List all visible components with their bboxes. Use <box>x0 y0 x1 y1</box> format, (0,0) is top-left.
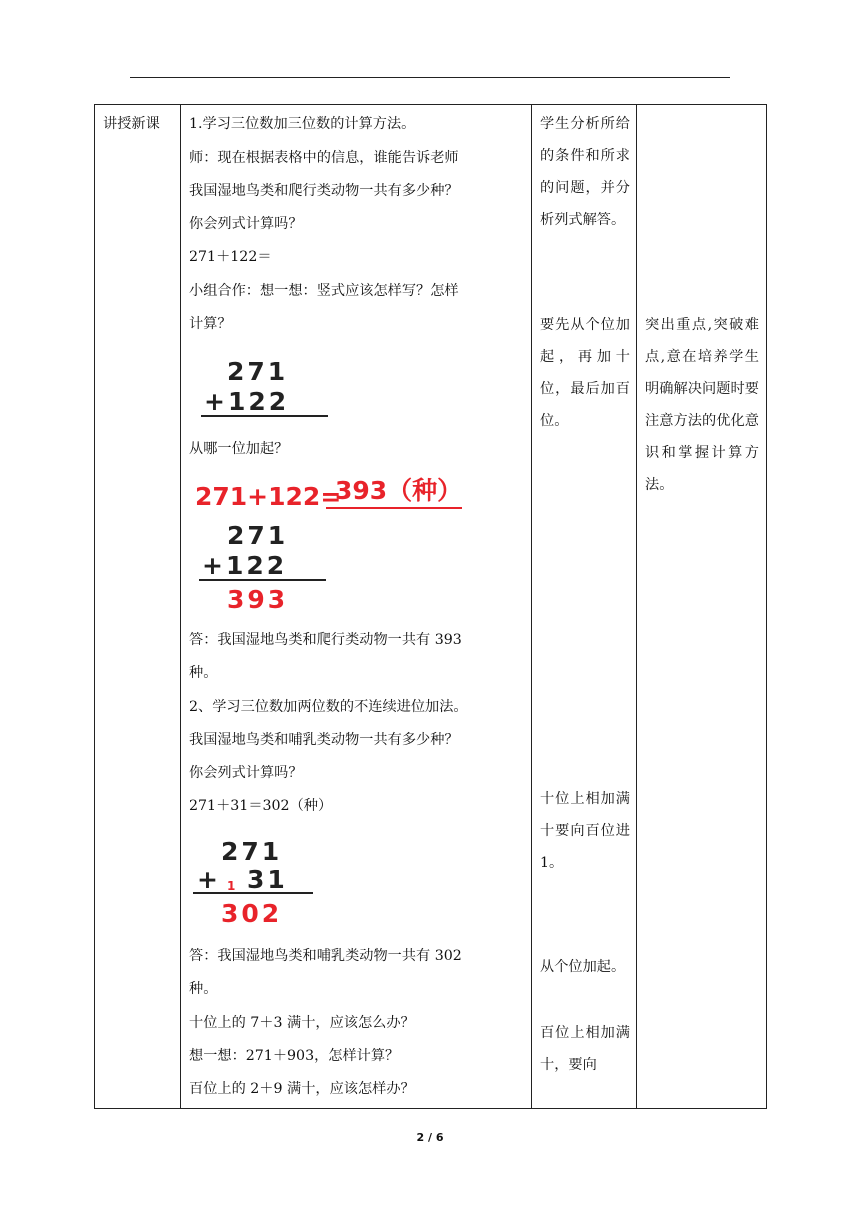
text-line: 你会列式计算吗？ <box>189 765 303 781</box>
student-note-5: 百位上相加满十，要向 <box>540 1025 630 1073</box>
lesson-table <box>94 104 767 1109</box>
calc2-answer: 393（种） <box>335 476 463 505</box>
text-line: 想一想：271＋903，怎样计算？ <box>189 1048 400 1064</box>
text-line: 我国湿地鸟类和哺乳类动物一共有多少种？ <box>189 732 459 748</box>
header-rule <box>130 77 730 78</box>
calc1-bottom: +122 <box>204 387 290 416</box>
design-intent-note: 突出重点,突破难点,意在培养学生明确解决问题时要注意方法的优化意识和掌握计算方法。 <box>645 317 759 493</box>
text-line: 种。 <box>189 665 218 681</box>
row-label-cell <box>95 105 181 1109</box>
student-note-1: 学生分析所给的条件和所求的问题，并分析列式解答。 <box>540 116 630 228</box>
calc2-bottom: +122 <box>202 551 288 580</box>
calc3-carry: 1 <box>227 879 236 893</box>
row-label: 讲授新课 <box>103 116 160 132</box>
text-line: 2、学习三位数加两位数的不连续进位加法。 <box>189 699 468 715</box>
student-note-2: 要先从个位加起，再加十位，最后加百位。 <box>540 317 630 429</box>
calc3-bottom: 31 <box>247 865 288 894</box>
text-line: 小组合作：想一想：竖式应该怎样写？怎样 <box>189 283 459 299</box>
calc2-result: 393 <box>227 585 289 614</box>
calc3-plus: + <box>197 865 221 894</box>
calc2-rule <box>199 579 326 581</box>
text-line: 我国湿地鸟类和爬行类动物一共有多少种？ <box>189 183 459 199</box>
calc1-top: 271 <box>227 357 289 386</box>
main-content-cell <box>181 105 532 1109</box>
calc2-equation: 271+122= <box>195 482 342 511</box>
text-line: 从哪一位加起？ <box>189 441 289 457</box>
calc3-top: 271 <box>221 837 283 866</box>
student-activity-cell <box>532 105 637 1109</box>
text-line: 种。 <box>189 981 218 997</box>
calc3-rule <box>193 892 313 894</box>
text-line: 师：现在根据表格中的信息，谁能告诉老师 <box>189 150 459 166</box>
design-intent-cell <box>637 105 767 1109</box>
text-line: 271＋122＝ <box>189 249 272 265</box>
text-line: 答：我国湿地鸟类和爬行类动物一共有 393 <box>189 632 462 648</box>
calc1-rule <box>201 415 328 417</box>
text-line: 十位上的 7＋3 满十，应该怎么办？ <box>189 1015 415 1031</box>
student-note-3: 十位上相加满十要向百位进 1。 <box>540 791 630 871</box>
text-line: 答：我国湿地鸟类和哺乳类动物一共有 302 <box>189 948 462 964</box>
text-line: 百位上的 2＋9 满十，应该怎样办？ <box>189 1081 415 1097</box>
page-number: 2 / 6 <box>416 1131 444 1144</box>
text-line: 计算？ <box>189 316 232 332</box>
text-line: 271＋31＝302（种） <box>189 798 333 814</box>
text-line: 你会列式计算吗？ <box>189 216 303 232</box>
calc2-answer-underline <box>326 507 462 509</box>
calc2-top: 271 <box>227 521 289 550</box>
text-line: 1.学习三位数加三位数的计算方法。 <box>189 116 416 132</box>
student-note-4: 从个位加起。 <box>540 959 626 975</box>
calc3-result: 302 <box>221 899 283 928</box>
